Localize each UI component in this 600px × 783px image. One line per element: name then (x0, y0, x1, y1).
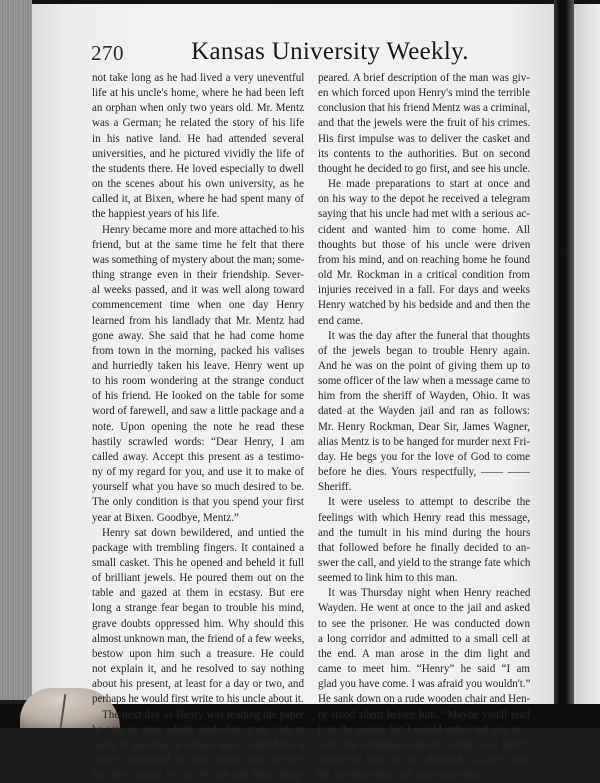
text-line: he saw an item which made him grow sick at (92, 723, 304, 736)
text-line: life at his uncle's home, where he had been left (92, 87, 304, 100)
text-line: gone away. She said that he had come home (92, 329, 304, 342)
text-line: injuries received in a fall. For days and weeks (318, 284, 530, 297)
text-line: It was Thursday night when Henry reached (328, 587, 531, 600)
text-line: in his native land. He had attended several (92, 132, 304, 145)
text-line: universities, and he pictured vividly the life of (92, 147, 305, 160)
text-line: Sheriff. (318, 481, 352, 494)
text-line: wondered that he had changed so little since (318, 754, 531, 767)
text-line: And he was on the point of giving them up to (318, 359, 530, 372)
text-line: old Mr. Rockman in a critical condition from (318, 269, 530, 282)
text-line: word of farewell, and saw a little package and a (92, 405, 304, 418)
text-line: self,” he continued almost calmly, and Henry (318, 738, 531, 751)
text-line: the students there. He loved especially to dwell (92, 162, 304, 175)
text-line: came to meet him. “Henry” he said “I am (318, 663, 530, 676)
text-column-left (92, 71, 304, 783)
text-line: before he dies. Yours respectfully, —— —— (318, 466, 530, 479)
text-line: note. Upon opening the note he read these (92, 420, 304, 433)
text-line: Henry became more and more attached to his (102, 223, 305, 236)
text-line: alias Mentz is to be hanged for murder next Fri- (318, 435, 530, 448)
text-line: feelings with which Henry read this message, (318, 511, 530, 524)
text-line: of his friend. He looked on the table for some (92, 390, 304, 403)
text-line: Henry sat down bewildered, and untied the (102, 526, 304, 539)
text-line: about his present, at least for a day or two, and (92, 678, 305, 691)
text-line: table and gazed at them in ecstasy. But ere (92, 587, 304, 600)
text-line: from town in the morning, packed his valises (92, 344, 305, 357)
text-line: on the scenes about his own university, as he (92, 178, 304, 191)
text-line: end came. (318, 314, 363, 327)
text-line: to his room wondering at the strange conduct (92, 375, 304, 388)
text-line: dated at the Wayden jail and ran as follows: (318, 405, 530, 418)
facing-page-edge (574, 4, 600, 704)
text-line: some officer of the law when a message came to (318, 375, 531, 388)
text-line: not explain it, and he resolved to say nothing (92, 663, 305, 676)
text-line: the last time they had seen each other. “It (318, 769, 501, 782)
text-line: the happiest years of his life. (92, 208, 220, 221)
text-line: swer the call, and yield to the strange fate which (318, 557, 531, 569)
text-line: a long corridor and admitted to a small cell at (318, 632, 530, 645)
text-line: and that the jewels were the fruit of his crimes. (318, 117, 531, 130)
text-line: commencement time when one day Henry (92, 299, 304, 312)
text-line: and hurriedly taken his leave. Henry went up (92, 359, 304, 372)
text-line: was something of mystery about the man; some- (92, 253, 305, 266)
text-line: He sank down on a rude wooden chair and Hen- (318, 693, 531, 706)
text-line: thought he decided to go first, and see his uncle. (318, 162, 531, 175)
text-line: heart. It said that a certain man, wanted for a (92, 738, 304, 751)
text-line: It were useless to attempt to describe the (328, 496, 531, 509)
text-line: almost unknown man, the friend of a few weeks, (92, 632, 305, 645)
text-line: Mr. Henry Rockman, Dear Sir, James Wagner, (318, 420, 530, 433)
text-line: on his way to the depot he received a telegram (318, 193, 531, 206)
text-line: called away. Accept this present as a testimo- (92, 450, 304, 463)
text-line: saying that his uncle had met with a serious ac- (318, 208, 530, 221)
text-line: Henry watched by his bedside and and then the (318, 299, 530, 312)
text-line: It was the day after the funeral that thoughts (328, 329, 530, 342)
text-line: ny of my regard for you, and use it to make of (92, 466, 304, 479)
text-line: learned from his landlady that Mr. Mentz had (92, 314, 305, 327)
text-line: hastily scrawled words: “Dear Henry, I am (92, 435, 305, 448)
text-line: peared. A brief description of the man was giv- (318, 72, 530, 84)
text-line: en which forced upon Henry's mind the terrible (318, 87, 530, 100)
text-line: His first impulse was to deliver the casket and (318, 132, 530, 145)
text-line: that followed before he finally decided to an- (318, 541, 530, 554)
text-line: ry stood silent before him. “Maybe you'll read (318, 708, 530, 721)
text-line: of the jewels began to trouble Henry again. (318, 344, 530, 357)
text-line: The only condition is that you spend your first (92, 496, 304, 509)
text-line: him from the sheriff of Wayden, Ohio. It was (318, 390, 530, 403)
text-line: cident and wanted him to come home. All (318, 223, 530, 236)
page-number: 270 (91, 41, 124, 65)
text-line: seemed to link him to this man. (318, 572, 458, 585)
text-line: not take long as he had lived a very uneventful (92, 72, 305, 84)
text-line: day. He begs you for the love of God to come (318, 450, 530, 463)
page-edge-stack (0, 0, 32, 700)
text-line: to see the prisoner. He was conducted down (318, 617, 530, 630)
running-head-title: Kansas University Weekly. (191, 38, 469, 65)
text-line: glad you have come. I was afraid you wouldn't.” (318, 678, 531, 691)
text-line: small casket. This he opened and beheld it full (92, 557, 304, 569)
text-line: of brilliant jewels. He poured them out on the (92, 572, 304, 585)
text-column-right (318, 71, 530, 783)
text-line: thoughts but those of his uncle were driven (318, 238, 531, 251)
text-line: from his mind, and on reaching home he found (318, 253, 530, 266)
text-line: package with trembling fingers. It contained a (92, 541, 304, 554)
text-line: yourself what you have so much desired to be. (92, 481, 305, 494)
text-line: it in the papers but I would rather tell you my- (318, 723, 531, 736)
text-line: year at Bixen. Goodbye, Mentz.” (92, 511, 239, 524)
text-line: al weeks passed, and it was well along toward (92, 284, 305, 297)
text-line: perhaps he would first write to his uncle about it. (92, 693, 304, 706)
text-line: Wayden. He went at once to the jail and asked (318, 602, 530, 615)
text-line: conclusion that his friend Mentz was a criminal, (318, 102, 530, 115)
text-line: thing strange even in their friendship. Sever- (92, 269, 304, 282)
text-line: called it, at Bixen, where he had spent many of (92, 193, 304, 206)
text-line: had been traced to the city but had there disap- (92, 769, 305, 782)
book-spine (554, 0, 574, 716)
text-line: an orphan when only two years old. Mr. Mentz (92, 102, 304, 115)
text-line: long a strange fear began to trouble his mind, (92, 602, 305, 615)
text-line: The next day as Henry was reading the paper (102, 708, 305, 721)
text-line: the end. A man arose in the dim light and (318, 647, 530, 660)
text-line: bestow upon him such a treasure. He could (92, 647, 304, 660)
text-line: its contents to the authorities. But on second (318, 147, 530, 160)
text-line: and the tumult in his mind during the hours (318, 526, 531, 539)
text-line: He made preparations to start at once and (328, 178, 530, 191)
text-line: crime committed in Ohio some years before, (92, 754, 305, 767)
text-line: was a German; he related the story of his life (92, 117, 305, 130)
text-line: friend, but at the same time he felt that there (92, 238, 304, 251)
text-line: grave doubts oppressed him. Why should this (92, 617, 304, 630)
